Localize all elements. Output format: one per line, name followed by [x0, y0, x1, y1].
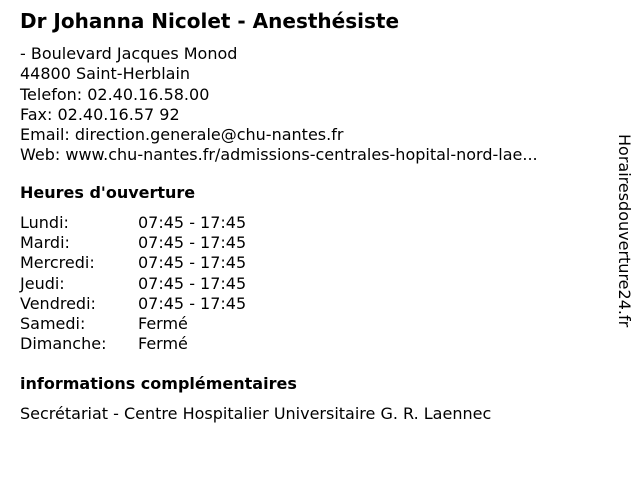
hours-day: Dimanche:	[20, 334, 107, 354]
phone-line: Telefon: 02.40.16.58.00	[20, 84, 210, 104]
hours-time: Fermé	[138, 314, 188, 334]
address-line-1: - Boulevard Jacques Monod	[20, 44, 238, 63]
address-line-2: 44800 Saint-Herblain	[20, 64, 191, 84]
hours-heading: Heures d'ouverture	[20, 183, 196, 202]
contact-block	[20, 44, 538, 166]
info-text: Secrétariat - Centre Hospitalier Universitaire G. R. Laennec	[20, 404, 492, 423]
watermark-text: Horairesdouverture24.fr	[615, 134, 634, 328]
hours-table	[20, 213, 246, 354]
hours-day: Jeudi:	[20, 273, 65, 293]
hours-time: 07:45 - 17:45	[138, 273, 247, 293]
hours-time: 07:45 - 17:45	[138, 253, 247, 273]
hours-time: 07:45 - 17:45	[138, 213, 247, 232]
email-line[interactable]: Email: direction.generale@chu-nantes.fr	[20, 125, 344, 145]
hours-time: 07:45 - 17:45	[138, 233, 247, 253]
hours-row-monday	[20, 213, 246, 233]
web-line[interactable]: Web: www.chu-nantes.fr/admissions-centrales-hopital-nord-lae...	[20, 145, 538, 165]
hours-day: Vendredi:	[20, 293, 96, 313]
page-title: Dr Johanna Nicolet - Anesthésiste	[20, 9, 400, 33]
hours-day: Samedi:	[20, 314, 86, 334]
hours-row-tuesday	[20, 233, 246, 253]
hours-day: Mercredi:	[20, 253, 95, 273]
hours-row-friday	[20, 294, 246, 314]
fax-line: Fax: 02.40.16.57 92	[20, 104, 180, 124]
hours-row-saturday	[20, 314, 246, 334]
hours-row-wednesday	[20, 253, 246, 273]
hours-day: Lundi:	[20, 213, 69, 232]
hours-row-thursday	[20, 274, 246, 294]
info-heading: informations complémentaires	[20, 374, 297, 393]
hours-time: 07:45 - 17:45	[138, 293, 247, 313]
hours-day: Mardi:	[20, 233, 70, 253]
hours-time: Fermé	[138, 334, 188, 354]
hours-row-sunday	[20, 334, 246, 354]
